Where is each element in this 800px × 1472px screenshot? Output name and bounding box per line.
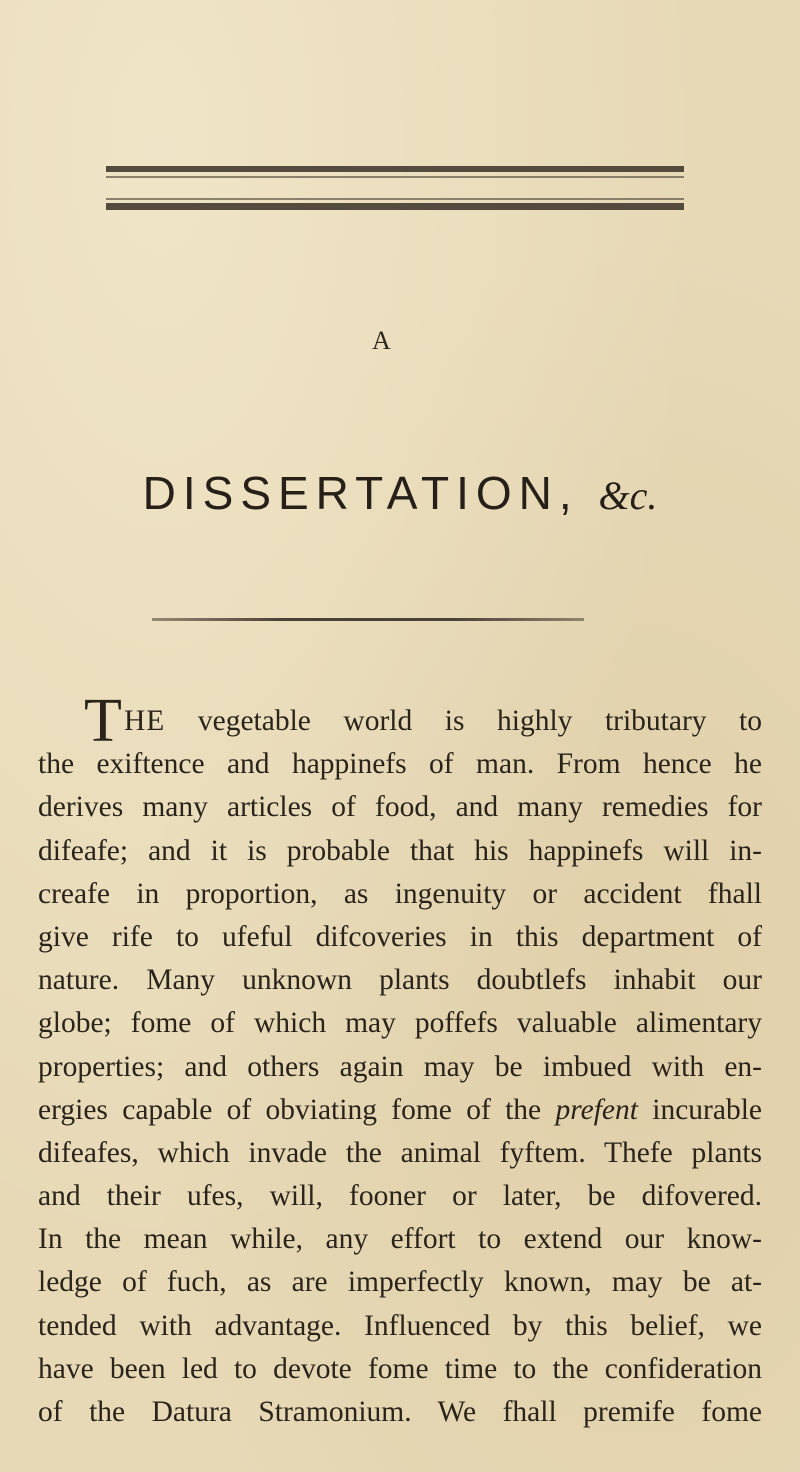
- title-text: DISSERTATION,: [142, 467, 579, 519]
- title-suffix: &c.: [598, 473, 658, 518]
- text-line: give rife to ufeful difcoveries in this department of: [38, 920, 762, 953]
- text-line-content: vegetable world is highly tributary to: [197, 705, 763, 737]
- signature-mark: A: [372, 326, 392, 355]
- text-line: nature. Many unknown plants doubtlefs inhabit our: [38, 964, 762, 997]
- page-title: [0, 466, 800, 520]
- text-line: the exiftence and happinefs of man. From hence he: [38, 748, 762, 781]
- text-line: derives many articles of food, and many remedies for: [38, 791, 762, 824]
- text-line: tended with advantage. Influenced by this belief, we: [38, 1309, 762, 1342]
- top-double-rule-lower: [106, 203, 684, 210]
- drop-cap: T: [84, 687, 122, 755]
- first-word-rest: HE: [124, 705, 166, 737]
- text-line: of the Datura Stramonium. We fhall premife fome: [38, 1396, 762, 1428]
- text-line: ledge of fuch, as are imperfectly known, may be at-: [38, 1266, 762, 1299]
- text-line: properties; and others again may be imbued with en-: [38, 1050, 762, 1083]
- text-line: difeafes, which invade the animal fyftem. Thefe plants: [38, 1136, 762, 1169]
- text-line: difeafe; and it is probable that his happinefs will in-: [38, 834, 762, 867]
- text-line: have been led to devote fome time to the confideration: [38, 1352, 762, 1385]
- top-double-rule-upper: [106, 166, 684, 172]
- text-line: globe; fome of which may poffefs valuable alimentary: [38, 1007, 762, 1040]
- title-divider-rule: [152, 618, 584, 621]
- text-line: [38, 1089, 762, 1132]
- italic-word: prefent: [555, 1093, 638, 1126]
- body-paragraph: [38, 700, 762, 1434]
- text-line: creafe in proportion, as ingenuity or accident fhall: [38, 877, 762, 910]
- top-double-rule-lower-thin: [106, 198, 684, 200]
- text-line: [38, 700, 762, 743]
- text-line: and their ufes, will, fooner or later, be difovered.: [38, 1180, 762, 1213]
- top-double-rule-upper-thin: [106, 176, 684, 178]
- text-line-content: ergies capable of obviating fome of the: [38, 1093, 542, 1126]
- text-line: In the mean while, any effort to extend our know-: [38, 1223, 762, 1256]
- text-line-content: incurable: [652, 1093, 763, 1126]
